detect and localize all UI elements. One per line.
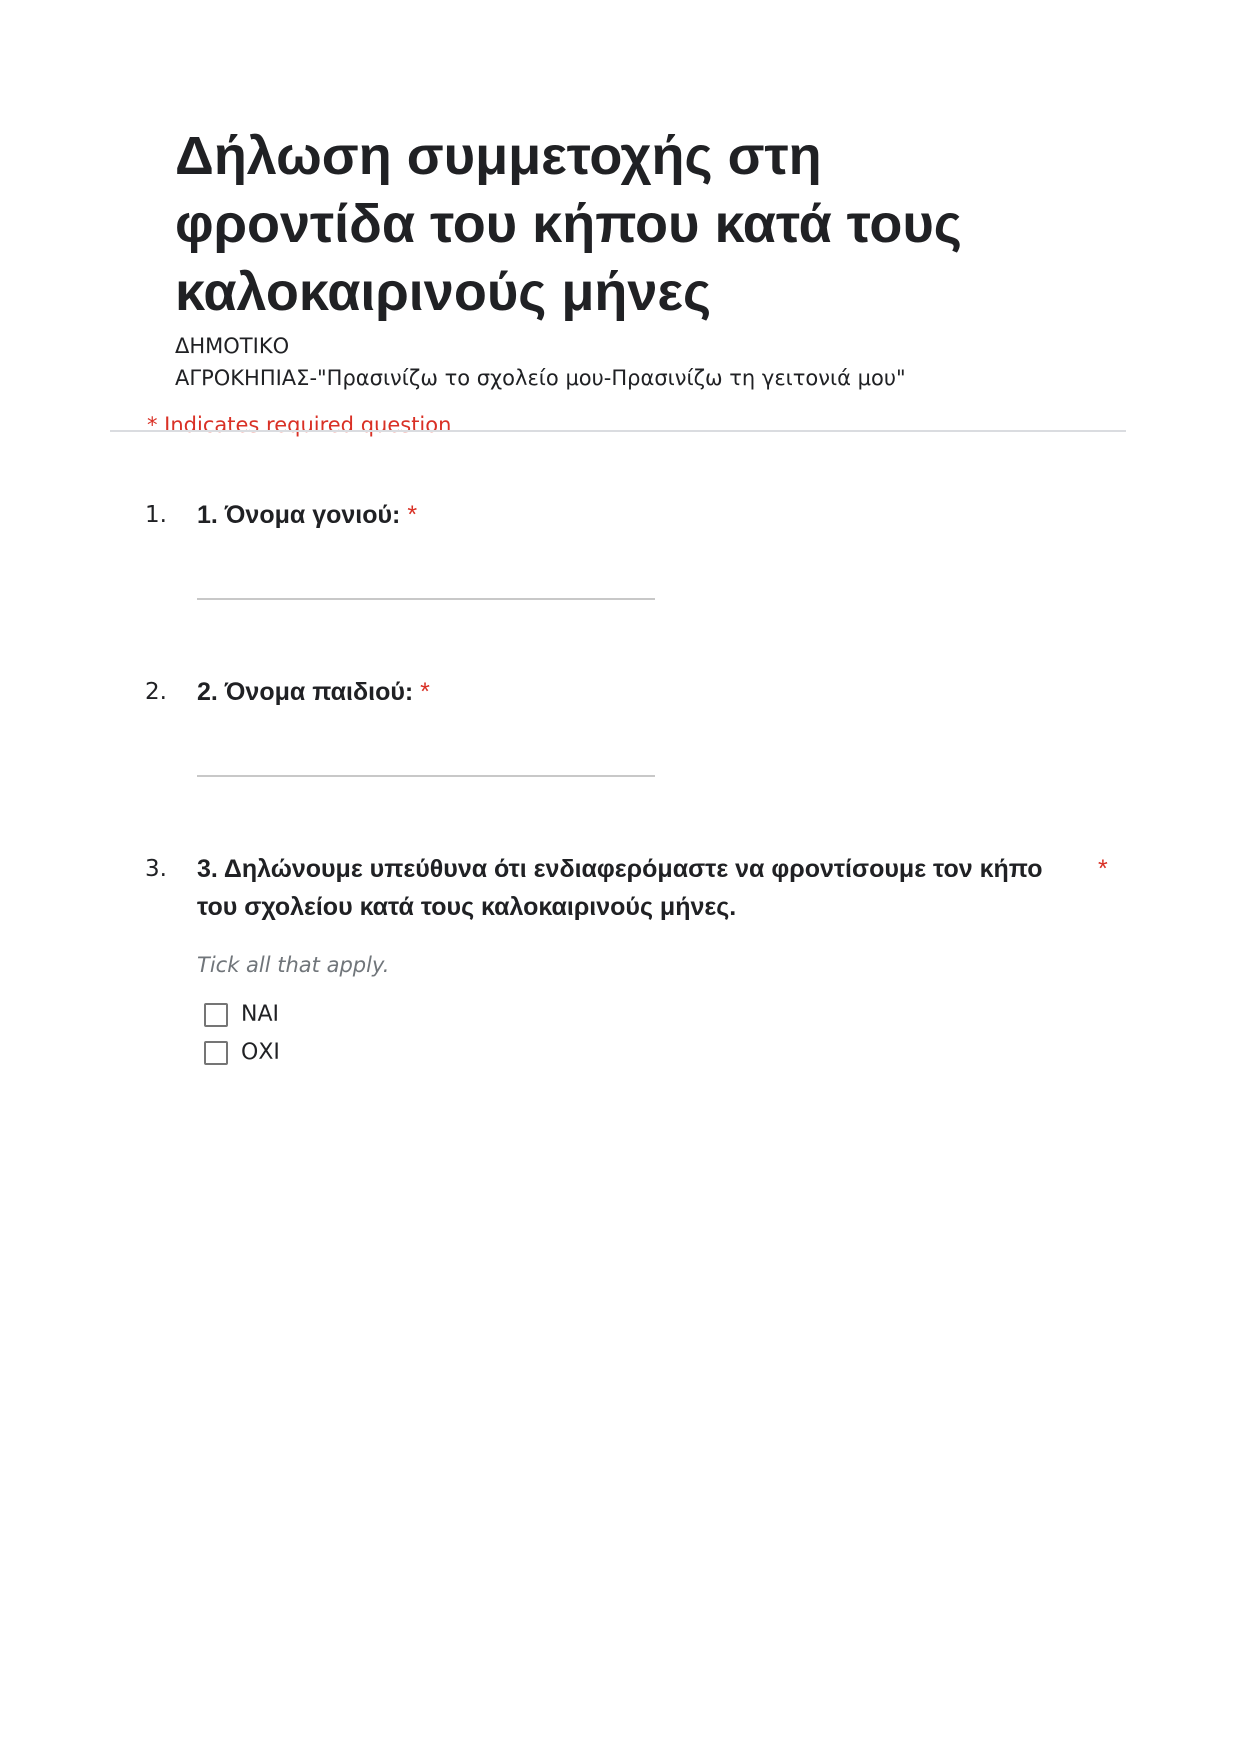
question-title: 3. Δηλώνουμε υπεύθυνα ότι ενδιαφερόμαστε να φροντίσουμε τον κήπο του σχολείου κατά τους καλοκαιρινούς μήνες. bbox=[197, 855, 1043, 921]
required-star: * bbox=[420, 678, 430, 706]
form-description bbox=[175, 330, 1125, 394]
question-number: 2. bbox=[145, 679, 167, 705]
form-title: Δήλωση συμμετοχής στη φροντίδα του κήπου κατά τους καλοκαιρινούς μήνες bbox=[175, 126, 962, 322]
child-name-answer-field[interactable] bbox=[197, 775, 655, 777]
option-label: ΟΧΙ bbox=[241, 1040, 280, 1065]
question-title-text: 2. Όνομα παιδιού: bbox=[197, 678, 414, 706]
question-number: 3. bbox=[145, 856, 167, 882]
question-hint: Tick all that apply. bbox=[197, 953, 390, 977]
question-number: 1. bbox=[145, 502, 167, 528]
option-label: ΝΑΙ bbox=[241, 1002, 279, 1027]
option-yes[interactable] bbox=[204, 999, 279, 1031]
option-no[interactable] bbox=[204, 1037, 280, 1069]
parent-name-answer-field[interactable] bbox=[197, 598, 655, 600]
question-title bbox=[197, 496, 417, 534]
required-star: * bbox=[1098, 855, 1108, 883]
description-line-project: ΑΓΡΟΚΗΠΙΑΣ-"Πρασινίζω το σχολείο μου-Πρασινίζω τη γειτονιά μου" bbox=[175, 366, 906, 390]
question-title bbox=[197, 673, 430, 711]
question-title-text: 1. Όνομα γονιού: bbox=[197, 501, 401, 529]
required-question-note: * Indicates required question bbox=[147, 413, 452, 437]
description-line-school: ΔΗΜΟΤΙΚΟ bbox=[175, 334, 290, 358]
required-star: * bbox=[407, 501, 418, 529]
checkbox-yes[interactable] bbox=[204, 1003, 228, 1027]
checkbox-no[interactable] bbox=[204, 1041, 228, 1065]
header-divider bbox=[110, 430, 1126, 432]
